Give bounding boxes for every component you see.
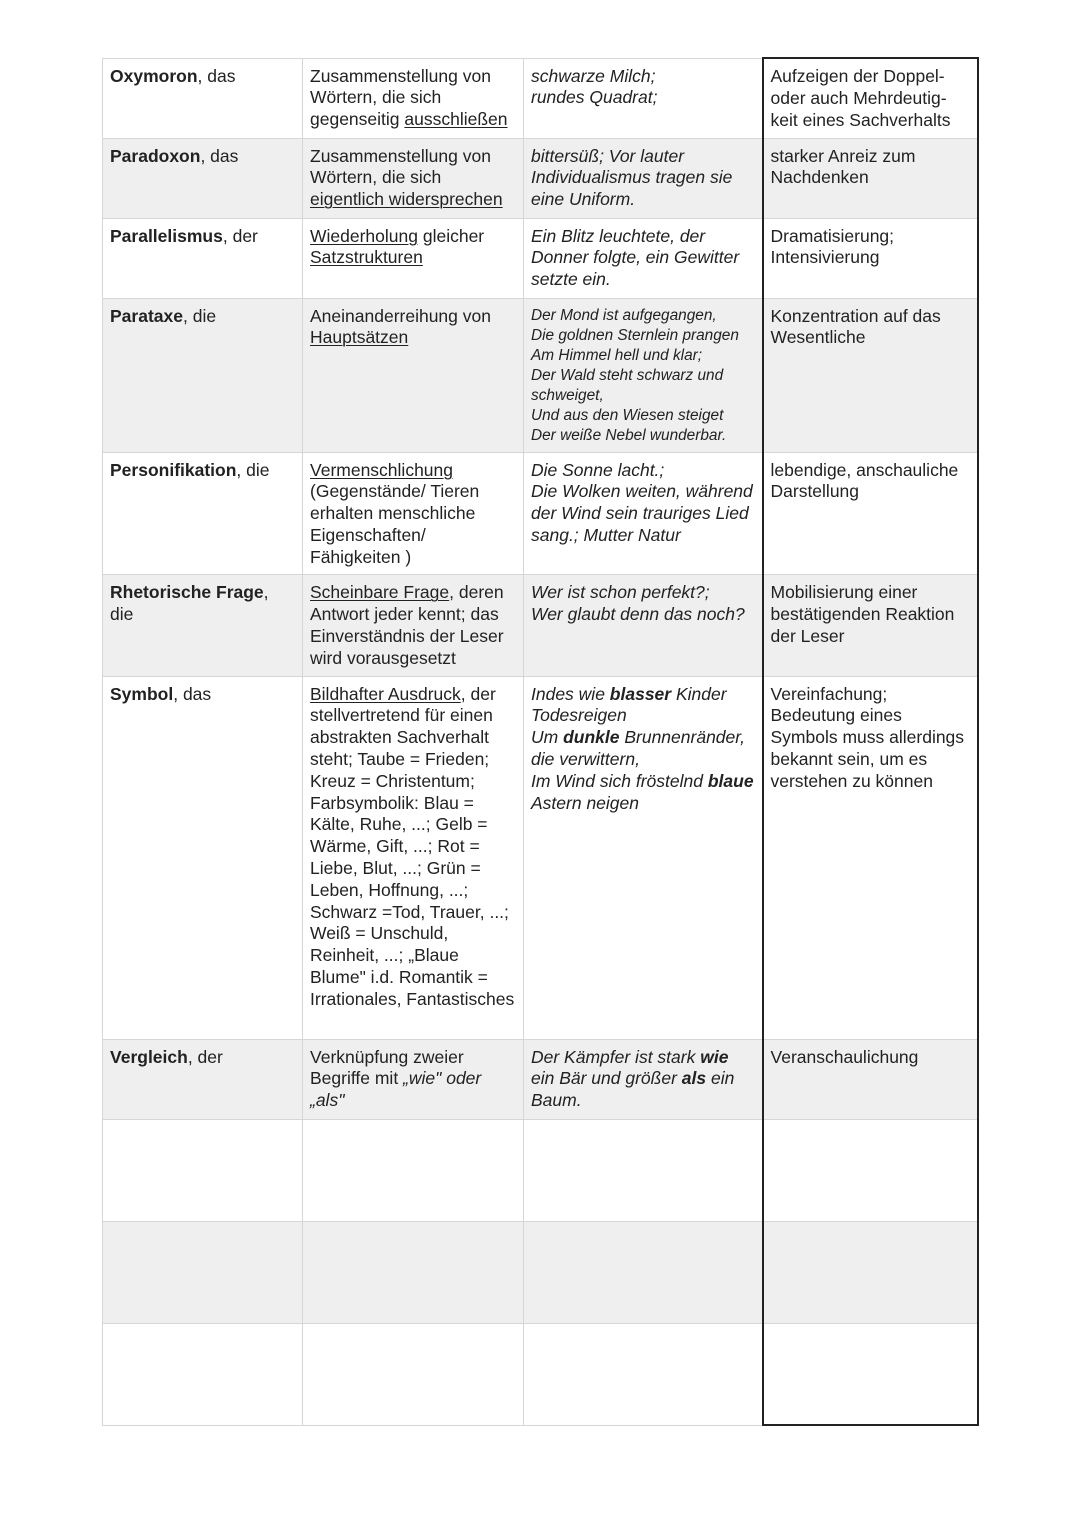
rhetoric-table bbox=[102, 57, 979, 1426]
term-cell: Parallelismus, der bbox=[103, 218, 303, 298]
text-segment: Satzstrukturen bbox=[310, 247, 423, 268]
text-segment: Brunnenränder, die verwittern, bbox=[531, 727, 745, 770]
example-cell bbox=[524, 138, 763, 218]
text-segment: blaue bbox=[707, 770, 754, 791]
definition-cell bbox=[303, 452, 524, 575]
example-cell bbox=[524, 58, 763, 138]
table-row bbox=[103, 298, 978, 452]
empty-cell bbox=[103, 1221, 303, 1323]
example-cell bbox=[524, 298, 763, 452]
definition-cell bbox=[303, 676, 524, 1039]
empty-cell bbox=[524, 1119, 763, 1221]
text-segment: Die goldnen Sternlein prangen bbox=[531, 326, 739, 344]
definition-cell bbox=[303, 298, 524, 452]
effect-cell: Dramatisierung; Intensivierung bbox=[763, 218, 978, 298]
text-segment: ein Baum. bbox=[531, 1068, 735, 1111]
table-row bbox=[103, 452, 978, 575]
definition-cell bbox=[303, 575, 524, 676]
text-segment: Ein Blitz leuchtete, der Donner folgte, ein Gewitter setzte ein. bbox=[531, 225, 740, 290]
text-segment: Der weiße Nebel wunderbar. bbox=[531, 426, 727, 444]
empty-cell bbox=[763, 1323, 978, 1425]
text-segment: Hauptsätzen bbox=[310, 327, 409, 348]
term-cell: Vergleich, der bbox=[103, 1039, 303, 1119]
term-cell: Oxymoron, das bbox=[103, 58, 303, 138]
effect-cell: Mobilisierung einer bestätigenden Reaktion der Leser bbox=[763, 575, 978, 676]
text-segment: Am Himmel hell und klar; bbox=[531, 346, 703, 364]
text-segment: Zusammenstellung von Wörtern, die sich bbox=[310, 145, 491, 188]
empty-cell bbox=[303, 1323, 524, 1425]
example-cell bbox=[524, 575, 763, 676]
text-segment: Wiederholung bbox=[310, 225, 418, 246]
term-cell: Symbol, das bbox=[103, 676, 303, 1039]
term-cell: Paradoxon, das bbox=[103, 138, 303, 218]
text-segment: Im Wind sich fröstelnd bbox=[531, 770, 708, 791]
example-cell bbox=[524, 676, 763, 1039]
text-segment: Der Kämpfer ist stark bbox=[531, 1046, 701, 1067]
empty-cell bbox=[524, 1323, 763, 1425]
empty-row bbox=[103, 1323, 978, 1425]
text-segment: bittersüß; Vor lauter Individualismus tragen sie eine Uniform. bbox=[531, 145, 733, 210]
text-segment: schwarze Milch; bbox=[531, 65, 656, 86]
empty-row bbox=[103, 1119, 978, 1221]
text-segment: Vermenschlichung bbox=[310, 459, 453, 480]
text-segment: , der stellvertretend für einen abstrakten Sachverhalt steht; Taube = Frieden; Kreuz = Christentum; Farbsymbolik: Blau = Kälte, Ruhe, ...; Gelb = Wärme, Gift, ...; Rot = Liebe, Blut, ...; Grün = Leben, Hoffnung, ...; Schwarz =Tod, Trauer, ...; Weiß = Unschuld, Reinheit, ...; „Blaue Blume" i.d. Romantik = Irrationales, Fantastisches bbox=[310, 683, 515, 1009]
effect-cell: lebendige, anschauliche Darstellung bbox=[763, 452, 978, 575]
text-segment: Astern neigen bbox=[531, 792, 639, 813]
text-segment: Indes wie bbox=[531, 683, 610, 704]
effect-cell: Aufzeigen der Doppel- oder auch Mehrdeutig- keit eines Sachverhalts bbox=[763, 58, 978, 138]
text-segment: eigentlich widersprechen bbox=[310, 189, 503, 210]
text-segment: Die Wolken weiten, während der Wind sein trauriges Lied sang.; Mutter Natur bbox=[531, 481, 753, 545]
text-segment: rundes Quadrat; bbox=[531, 87, 658, 108]
text-segment: „wie" oder „als" bbox=[310, 1068, 482, 1111]
text-segment: Um bbox=[531, 727, 564, 748]
empty-cell bbox=[524, 1221, 763, 1323]
text-segment: (Gegenstände/ Tieren erhalten menschliche Eigenschaften/ Fähigkeiten ) bbox=[310, 481, 480, 567]
text-segment: Verknüpfung zweier Begriffe mit bbox=[310, 1046, 464, 1089]
example-cell bbox=[524, 1039, 763, 1119]
text-segment: Scheinbare Frage bbox=[310, 582, 450, 603]
table-row bbox=[103, 58, 978, 138]
empty-cell bbox=[303, 1221, 524, 1323]
text-segment: Und aus den Wiesen steiget bbox=[531, 406, 724, 424]
text-segment: blasser bbox=[609, 683, 672, 704]
empty-cell bbox=[763, 1119, 978, 1221]
text-segment: Bildhafter Ausdruck bbox=[310, 683, 461, 704]
table-row bbox=[103, 218, 978, 298]
empty-cell bbox=[303, 1119, 524, 1221]
text-segment: Aneinanderreihung von bbox=[310, 305, 491, 326]
text-segment: , deren Antwort jeder kennt; das Einverständnis der Leser wird vorausgesetzt bbox=[310, 582, 504, 668]
empty-cell bbox=[763, 1221, 978, 1323]
text-segment: Der Mond ist aufgegangen, bbox=[531, 306, 717, 324]
text-segment: wie bbox=[700, 1046, 729, 1067]
definition-cell bbox=[303, 218, 524, 298]
text-segment: Zusammenstellung von Wörtern, die sich gegenseitig bbox=[310, 65, 491, 130]
table-row bbox=[103, 676, 978, 1039]
text-segment: als bbox=[681, 1068, 707, 1089]
term-cell: Parataxe, die bbox=[103, 298, 303, 452]
text-segment: ausschließen bbox=[404, 109, 508, 130]
example-cell bbox=[524, 218, 763, 298]
table-row bbox=[103, 138, 978, 218]
text-segment: dunkle bbox=[563, 727, 620, 748]
example-cell bbox=[524, 452, 763, 575]
effect-cell: Vereinfachung; Bedeutung eines Symbols muss allerdings bekannt sein, um es verstehen zu können bbox=[763, 676, 978, 1039]
definition-cell bbox=[303, 138, 524, 218]
definition-cell bbox=[303, 58, 524, 138]
text-segment: Der Wald steht schwarz und schweiget, bbox=[531, 366, 724, 404]
effect-cell: Veranschaulichung bbox=[763, 1039, 978, 1119]
text-segment: gleicher bbox=[417, 225, 485, 246]
text-segment: ein Bär und größer bbox=[531, 1068, 682, 1089]
text-segment: Kinder Todesreigen bbox=[531, 683, 727, 726]
empty-cell bbox=[103, 1323, 303, 1425]
table-row bbox=[103, 575, 978, 676]
effect-cell: starker Anreiz zum Nachdenken bbox=[763, 138, 978, 218]
table-row bbox=[103, 1039, 978, 1119]
empty-row bbox=[103, 1221, 978, 1323]
text-segment: Die Sonne lacht.; bbox=[531, 459, 665, 480]
effect-cell: Konzentration auf das Wesentliche bbox=[763, 298, 978, 452]
empty-cell bbox=[103, 1119, 303, 1221]
term-cell: Rhetorische Frage, die bbox=[103, 575, 303, 676]
definition-cell bbox=[303, 1039, 524, 1119]
term-cell: Personifikation, die bbox=[103, 452, 303, 575]
text-segment: Wer ist schon perfekt?; bbox=[531, 582, 710, 603]
text-segment: Wer glaubt denn das noch? bbox=[531, 604, 745, 625]
